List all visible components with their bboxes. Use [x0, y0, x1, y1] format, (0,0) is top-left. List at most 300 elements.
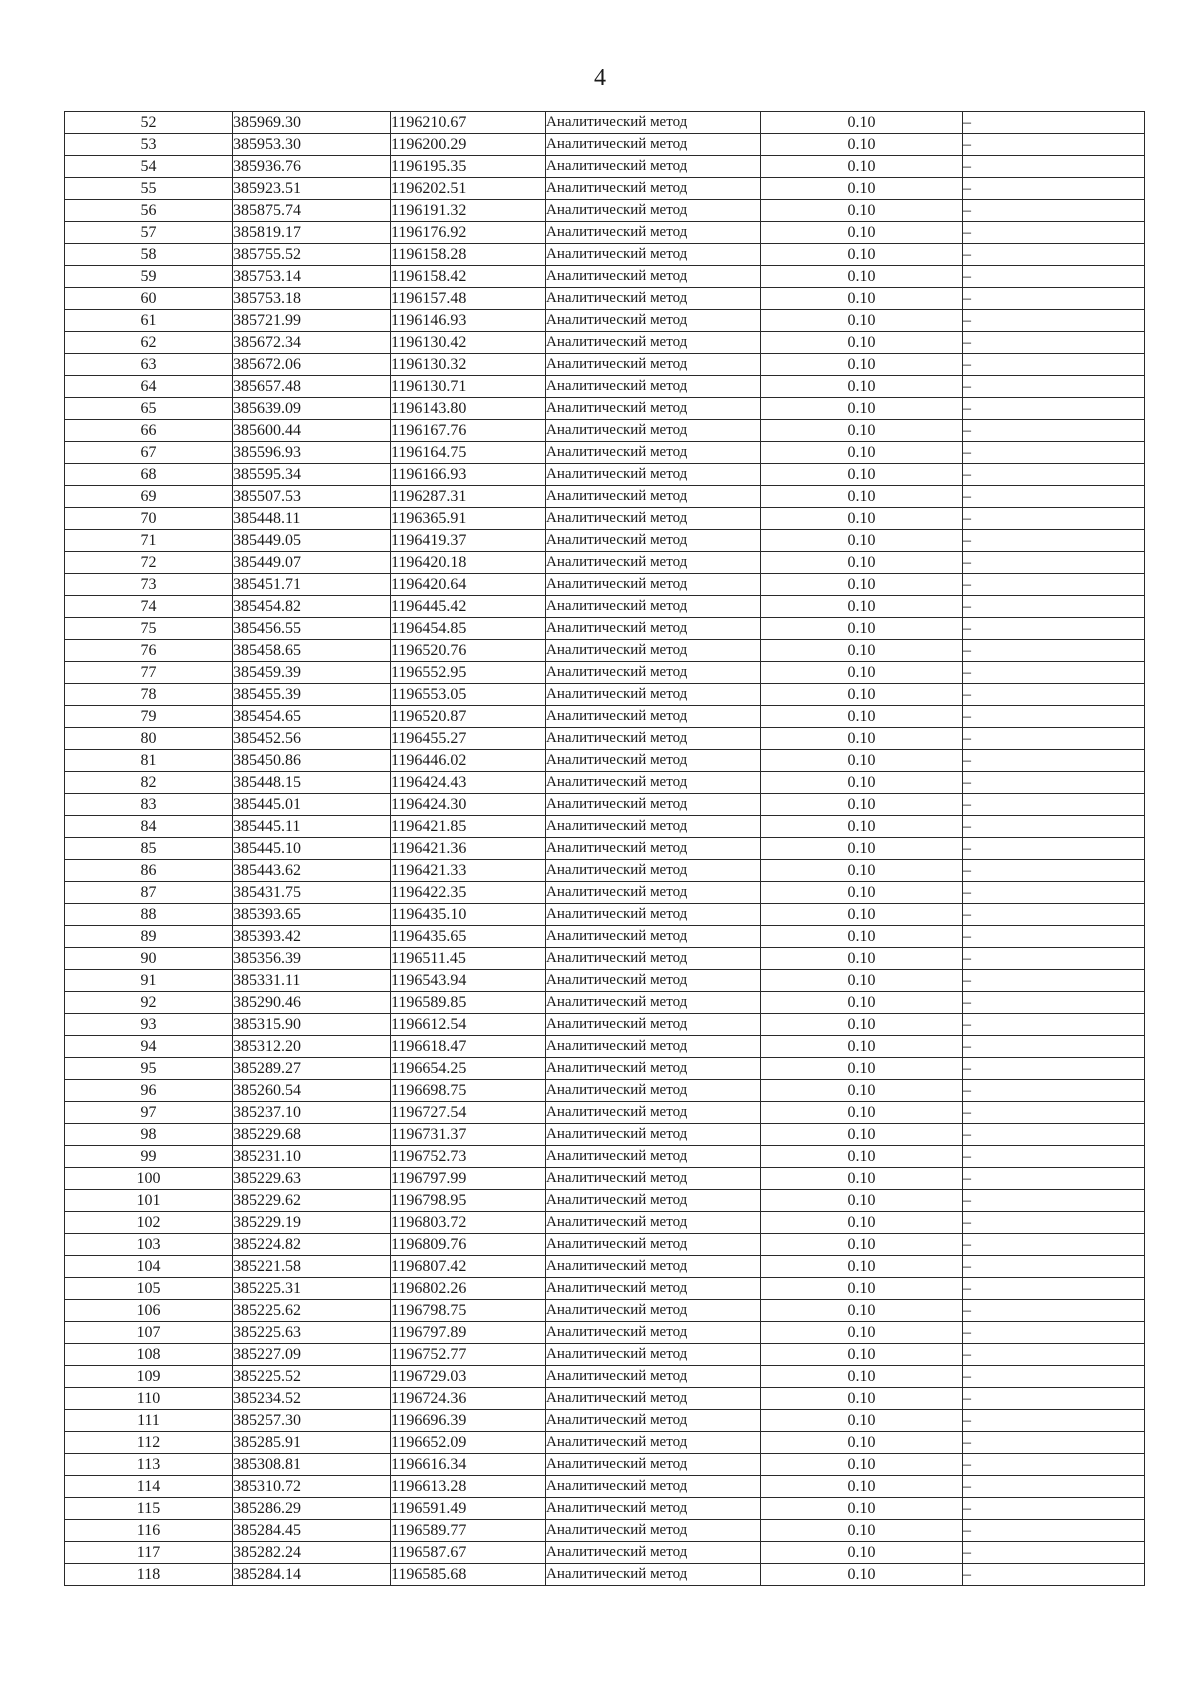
- method-cell: Аналитический метод: [546, 1564, 761, 1586]
- point-number-cell: 82: [65, 772, 233, 794]
- method-cell: Аналитический метод: [546, 530, 761, 552]
- table-row: [65, 1432, 1145, 1454]
- note-cell: –: [963, 1542, 1145, 1564]
- point-number-cell: 90: [65, 948, 233, 970]
- note-cell: –: [963, 1124, 1145, 1146]
- error-cell: 0.10: [761, 618, 963, 640]
- y-coordinate-cell: 1196752.77: [391, 1344, 546, 1366]
- y-coordinate-cell: 1196130.42: [391, 332, 546, 354]
- note-cell: –: [963, 464, 1145, 486]
- y-coordinate-cell: 1196419.37: [391, 530, 546, 552]
- point-number-cell: 100: [65, 1168, 233, 1190]
- table-row: [65, 1322, 1145, 1344]
- note-cell: –: [963, 1564, 1145, 1586]
- note-cell: –: [963, 552, 1145, 574]
- x-coordinate-cell: 385454.82: [233, 596, 391, 618]
- y-coordinate-cell: 1196652.09: [391, 1432, 546, 1454]
- table-row: [65, 1388, 1145, 1410]
- note-cell: –: [963, 728, 1145, 750]
- point-number-cell: 107: [65, 1322, 233, 1344]
- point-number-cell: 108: [65, 1344, 233, 1366]
- method-cell: Аналитический метод: [546, 794, 761, 816]
- error-cell: 0.10: [761, 310, 963, 332]
- method-cell: Аналитический метод: [546, 1278, 761, 1300]
- x-coordinate-cell: 385285.91: [233, 1432, 391, 1454]
- y-coordinate-cell: 1196200.29: [391, 134, 546, 156]
- table-row: [65, 1168, 1145, 1190]
- y-coordinate-cell: 1196616.34: [391, 1454, 546, 1476]
- table-row: [65, 904, 1145, 926]
- point-number-cell: 70: [65, 508, 233, 530]
- table-row: [65, 1124, 1145, 1146]
- method-cell: Аналитический метод: [546, 926, 761, 948]
- note-cell: –: [963, 596, 1145, 618]
- point-number-cell: 68: [65, 464, 233, 486]
- x-coordinate-cell: 385458.65: [233, 640, 391, 662]
- point-number-cell: 54: [65, 156, 233, 178]
- note-cell: –: [963, 310, 1145, 332]
- table-row: [65, 838, 1145, 860]
- x-coordinate-cell: 385393.65: [233, 904, 391, 926]
- method-cell: Аналитический метод: [546, 310, 761, 332]
- table-row: [65, 134, 1145, 156]
- x-coordinate-cell: 385448.11: [233, 508, 391, 530]
- x-coordinate-cell: 385308.81: [233, 1454, 391, 1476]
- error-cell: 0.10: [761, 1168, 963, 1190]
- x-coordinate-cell: 385229.19: [233, 1212, 391, 1234]
- x-coordinate-cell: 385284.14: [233, 1564, 391, 1586]
- point-number-cell: 103: [65, 1234, 233, 1256]
- table-row: [65, 1212, 1145, 1234]
- table-row: [65, 772, 1145, 794]
- error-cell: 0.10: [761, 486, 963, 508]
- table-row: [65, 574, 1145, 596]
- note-cell: –: [963, 1212, 1145, 1234]
- table-row: [65, 178, 1145, 200]
- table-row: [65, 882, 1145, 904]
- x-coordinate-cell: 385455.39: [233, 684, 391, 706]
- method-cell: Аналитический метод: [546, 1036, 761, 1058]
- point-number-cell: 104: [65, 1256, 233, 1278]
- y-coordinate-cell: 1196520.76: [391, 640, 546, 662]
- table-row: [65, 332, 1145, 354]
- error-cell: 0.10: [761, 1432, 963, 1454]
- x-coordinate-cell: 385595.34: [233, 464, 391, 486]
- point-number-cell: 75: [65, 618, 233, 640]
- note-cell: –: [963, 904, 1145, 926]
- error-cell: 0.10: [761, 1454, 963, 1476]
- error-cell: 0.10: [761, 574, 963, 596]
- note-cell: –: [963, 816, 1145, 838]
- point-number-cell: 60: [65, 288, 233, 310]
- y-coordinate-cell: 1196365.91: [391, 508, 546, 530]
- method-cell: Аналитический метод: [546, 1322, 761, 1344]
- y-coordinate-cell: 1196807.42: [391, 1256, 546, 1278]
- note-cell: –: [963, 706, 1145, 728]
- error-cell: 0.10: [761, 1102, 963, 1124]
- table-row: [65, 1014, 1145, 1036]
- point-number-cell: 65: [65, 398, 233, 420]
- method-cell: Аналитический метод: [546, 1212, 761, 1234]
- note-cell: –: [963, 1256, 1145, 1278]
- table-row: [65, 530, 1145, 552]
- note-cell: –: [963, 530, 1145, 552]
- point-number-cell: 72: [65, 552, 233, 574]
- method-cell: Аналитический метод: [546, 1476, 761, 1498]
- point-number-cell: 52: [65, 112, 233, 134]
- table-row: [65, 1036, 1145, 1058]
- x-coordinate-cell: 385452.56: [233, 728, 391, 750]
- x-coordinate-cell: 385221.58: [233, 1256, 391, 1278]
- point-number-cell: 66: [65, 420, 233, 442]
- method-cell: Аналитический метод: [546, 860, 761, 882]
- y-coordinate-cell: 1196166.93: [391, 464, 546, 486]
- y-coordinate-cell: 1196167.76: [391, 420, 546, 442]
- error-cell: 0.10: [761, 684, 963, 706]
- y-coordinate-cell: 1196424.30: [391, 794, 546, 816]
- method-cell: Аналитический метод: [546, 640, 761, 662]
- point-number-cell: 98: [65, 1124, 233, 1146]
- x-coordinate-cell: 385953.30: [233, 134, 391, 156]
- y-coordinate-cell: 1196587.67: [391, 1542, 546, 1564]
- note-cell: –: [963, 200, 1145, 222]
- note-cell: –: [963, 1344, 1145, 1366]
- error-cell: 0.10: [761, 1498, 963, 1520]
- error-cell: 0.10: [761, 332, 963, 354]
- x-coordinate-cell: 385936.76: [233, 156, 391, 178]
- note-cell: –: [963, 1454, 1145, 1476]
- method-cell: Аналитический метод: [546, 816, 761, 838]
- method-cell: Аналитический метод: [546, 596, 761, 618]
- point-number-cell: 85: [65, 838, 233, 860]
- error-cell: 0.10: [761, 662, 963, 684]
- y-coordinate-cell: 1196727.54: [391, 1102, 546, 1124]
- x-coordinate-cell: 385284.45: [233, 1520, 391, 1542]
- note-cell: –: [963, 1498, 1145, 1520]
- table-row: [65, 354, 1145, 376]
- note-cell: –: [963, 618, 1145, 640]
- y-coordinate-cell: 1196454.85: [391, 618, 546, 640]
- point-number-cell: 94: [65, 1036, 233, 1058]
- method-cell: Аналитический метод: [546, 1014, 761, 1036]
- y-coordinate-cell: 1196696.39: [391, 1410, 546, 1432]
- error-cell: 0.10: [761, 1036, 963, 1058]
- table-row: [65, 992, 1145, 1014]
- x-coordinate-cell: 385260.54: [233, 1080, 391, 1102]
- x-coordinate-cell: 385459.39: [233, 662, 391, 684]
- point-number-cell: 87: [65, 882, 233, 904]
- x-coordinate-cell: 385282.24: [233, 1542, 391, 1564]
- method-cell: Аналитический метод: [546, 772, 761, 794]
- method-cell: Аналитический метод: [546, 1542, 761, 1564]
- x-coordinate-cell: 385449.07: [233, 552, 391, 574]
- error-cell: 0.10: [761, 1146, 963, 1168]
- method-cell: Аналитический метод: [546, 420, 761, 442]
- note-cell: –: [963, 442, 1145, 464]
- point-number-cell: 109: [65, 1366, 233, 1388]
- note-cell: –: [963, 684, 1145, 706]
- point-number-cell: 101: [65, 1190, 233, 1212]
- point-number-cell: 80: [65, 728, 233, 750]
- y-coordinate-cell: 1196803.72: [391, 1212, 546, 1234]
- x-coordinate-cell: 385721.99: [233, 310, 391, 332]
- method-cell: Аналитический метод: [546, 1168, 761, 1190]
- note-cell: –: [963, 1036, 1145, 1058]
- point-number-cell: 56: [65, 200, 233, 222]
- table-row: [65, 618, 1145, 640]
- x-coordinate-cell: 385289.27: [233, 1058, 391, 1080]
- y-coordinate-cell: 1196195.35: [391, 156, 546, 178]
- table-row: [65, 1234, 1145, 1256]
- table-row: [65, 508, 1145, 530]
- y-coordinate-cell: 1196552.95: [391, 662, 546, 684]
- table-row: [65, 112, 1145, 134]
- table-row: [65, 1344, 1145, 1366]
- table-row: [65, 420, 1145, 442]
- point-number-cell: 55: [65, 178, 233, 200]
- x-coordinate-cell: 385290.46: [233, 992, 391, 1014]
- method-cell: Аналитический метод: [546, 1146, 761, 1168]
- method-cell: Аналитический метод: [546, 948, 761, 970]
- point-number-cell: 84: [65, 816, 233, 838]
- error-cell: 0.10: [761, 1190, 963, 1212]
- error-cell: 0.10: [761, 420, 963, 442]
- error-cell: 0.10: [761, 1564, 963, 1586]
- table-row: [65, 662, 1145, 684]
- error-cell: 0.10: [761, 948, 963, 970]
- x-coordinate-cell: 385257.30: [233, 1410, 391, 1432]
- error-cell: 0.10: [761, 1124, 963, 1146]
- y-coordinate-cell: 1196420.18: [391, 552, 546, 574]
- point-number-cell: 117: [65, 1542, 233, 1564]
- table-row: [65, 1190, 1145, 1212]
- table-row: [65, 1476, 1145, 1498]
- note-cell: –: [963, 398, 1145, 420]
- method-cell: Аналитический метод: [546, 1190, 761, 1212]
- note-cell: –: [963, 794, 1145, 816]
- table-row: [65, 222, 1145, 244]
- x-coordinate-cell: 385231.10: [233, 1146, 391, 1168]
- table-row: [65, 1410, 1145, 1432]
- error-cell: 0.10: [761, 1058, 963, 1080]
- error-cell: 0.10: [761, 266, 963, 288]
- error-cell: 0.10: [761, 970, 963, 992]
- table-row: [65, 552, 1145, 574]
- error-cell: 0.10: [761, 222, 963, 244]
- method-cell: Аналитический метод: [546, 728, 761, 750]
- error-cell: 0.10: [761, 640, 963, 662]
- error-cell: 0.10: [761, 354, 963, 376]
- point-number-cell: 96: [65, 1080, 233, 1102]
- method-cell: Аналитический метод: [546, 970, 761, 992]
- y-coordinate-cell: 1196511.45: [391, 948, 546, 970]
- x-coordinate-cell: 385225.63: [233, 1322, 391, 1344]
- point-number-cell: 62: [65, 332, 233, 354]
- method-cell: Аналитический метод: [546, 706, 761, 728]
- note-cell: –: [963, 1080, 1145, 1102]
- y-coordinate-cell: 1196752.73: [391, 1146, 546, 1168]
- point-number-cell: 106: [65, 1300, 233, 1322]
- error-cell: 0.10: [761, 552, 963, 574]
- y-coordinate-cell: 1196520.87: [391, 706, 546, 728]
- method-cell: Аналитический метод: [546, 1520, 761, 1542]
- error-cell: 0.10: [761, 1212, 963, 1234]
- y-coordinate-cell: 1196446.02: [391, 750, 546, 772]
- y-coordinate-cell: 1196698.75: [391, 1080, 546, 1102]
- x-coordinate-cell: 385875.74: [233, 200, 391, 222]
- table-row: [65, 1300, 1145, 1322]
- point-number-cell: 64: [65, 376, 233, 398]
- point-number-cell: 102: [65, 1212, 233, 1234]
- error-cell: 0.10: [761, 728, 963, 750]
- point-number-cell: 97: [65, 1102, 233, 1124]
- error-cell: 0.10: [761, 860, 963, 882]
- point-number-cell: 57: [65, 222, 233, 244]
- note-cell: –: [963, 1476, 1145, 1498]
- y-coordinate-cell: 1196191.32: [391, 200, 546, 222]
- error-cell: 0.10: [761, 112, 963, 134]
- x-coordinate-cell: 385310.72: [233, 1476, 391, 1498]
- note-cell: –: [963, 288, 1145, 310]
- table-row: [65, 816, 1145, 838]
- point-number-cell: 81: [65, 750, 233, 772]
- x-coordinate-cell: 385445.11: [233, 816, 391, 838]
- error-cell: 0.10: [761, 1256, 963, 1278]
- method-cell: Аналитический метод: [546, 266, 761, 288]
- method-cell: Аналитический метод: [546, 838, 761, 860]
- table-row: [65, 1102, 1145, 1124]
- x-coordinate-cell: 385445.01: [233, 794, 391, 816]
- x-coordinate-cell: 385286.29: [233, 1498, 391, 1520]
- table-row: [65, 970, 1145, 992]
- error-cell: 0.10: [761, 134, 963, 156]
- x-coordinate-cell: 385755.52: [233, 244, 391, 266]
- note-cell: –: [963, 1410, 1145, 1432]
- table-row: [65, 200, 1145, 222]
- method-cell: Аналитический метод: [546, 222, 761, 244]
- error-cell: 0.10: [761, 596, 963, 618]
- note-cell: –: [963, 1234, 1145, 1256]
- x-coordinate-cell: 385507.53: [233, 486, 391, 508]
- point-number-cell: 111: [65, 1410, 233, 1432]
- y-coordinate-cell: 1196421.36: [391, 838, 546, 860]
- point-number-cell: 115: [65, 1498, 233, 1520]
- x-coordinate-cell: 385225.62: [233, 1300, 391, 1322]
- table-row: [65, 596, 1145, 618]
- error-cell: 0.10: [761, 442, 963, 464]
- method-cell: Аналитический метод: [546, 618, 761, 640]
- page-number: 4: [594, 65, 606, 91]
- note-cell: –: [963, 1520, 1145, 1542]
- y-coordinate-cell: 1196618.47: [391, 1036, 546, 1058]
- y-coordinate-cell: 1196143.80: [391, 398, 546, 420]
- error-cell: 0.10: [761, 904, 963, 926]
- point-number-cell: 92: [65, 992, 233, 1014]
- error-cell: 0.10: [761, 1080, 963, 1102]
- x-coordinate-cell: 385229.68: [233, 1124, 391, 1146]
- table-row: [65, 464, 1145, 486]
- x-coordinate-cell: 385672.34: [233, 332, 391, 354]
- point-number-cell: 59: [65, 266, 233, 288]
- note-cell: –: [963, 838, 1145, 860]
- x-coordinate-cell: 385819.17: [233, 222, 391, 244]
- method-cell: Аналитический метод: [546, 1410, 761, 1432]
- point-number-cell: 105: [65, 1278, 233, 1300]
- note-cell: –: [963, 222, 1145, 244]
- method-cell: Аналитический метод: [546, 1366, 761, 1388]
- point-number-cell: 78: [65, 684, 233, 706]
- error-cell: 0.10: [761, 706, 963, 728]
- note-cell: –: [963, 376, 1145, 398]
- error-cell: 0.10: [761, 750, 963, 772]
- y-coordinate-cell: 1196202.51: [391, 178, 546, 200]
- method-cell: Аналитический метод: [546, 1058, 761, 1080]
- error-cell: 0.10: [761, 1344, 963, 1366]
- method-cell: Аналитический метод: [546, 134, 761, 156]
- point-number-cell: 83: [65, 794, 233, 816]
- method-cell: Аналитический метод: [546, 882, 761, 904]
- note-cell: –: [963, 1322, 1145, 1344]
- method-cell: Аналитический метод: [546, 1080, 761, 1102]
- y-coordinate-cell: 1196130.32: [391, 354, 546, 376]
- error-cell: 0.10: [761, 772, 963, 794]
- point-number-cell: 74: [65, 596, 233, 618]
- table-row: [65, 398, 1145, 420]
- x-coordinate-cell: 385312.20: [233, 1036, 391, 1058]
- method-cell: Аналитический метод: [546, 992, 761, 1014]
- y-coordinate-cell: 1196654.25: [391, 1058, 546, 1080]
- error-cell: 0.10: [761, 178, 963, 200]
- method-cell: Аналитический метод: [546, 574, 761, 596]
- error-cell: 0.10: [761, 1014, 963, 1036]
- error-cell: 0.10: [761, 1278, 963, 1300]
- y-coordinate-cell: 1196589.85: [391, 992, 546, 1014]
- error-cell: 0.10: [761, 1542, 963, 1564]
- y-coordinate-cell: 1196445.42: [391, 596, 546, 618]
- note-cell: –: [963, 112, 1145, 134]
- table-row: [65, 1454, 1145, 1476]
- method-cell: Аналитический метод: [546, 332, 761, 354]
- x-coordinate-cell: 385225.52: [233, 1366, 391, 1388]
- error-cell: 0.10: [761, 508, 963, 530]
- x-coordinate-cell: 385449.05: [233, 530, 391, 552]
- point-number-cell: 91: [65, 970, 233, 992]
- y-coordinate-cell: 1196591.49: [391, 1498, 546, 1520]
- error-cell: 0.10: [761, 816, 963, 838]
- method-cell: Аналитический метод: [546, 552, 761, 574]
- method-cell: Аналитический метод: [546, 376, 761, 398]
- point-number-cell: 113: [65, 1454, 233, 1476]
- y-coordinate-cell: 1196802.26: [391, 1278, 546, 1300]
- method-cell: Аналитический метод: [546, 442, 761, 464]
- error-cell: 0.10: [761, 530, 963, 552]
- x-coordinate-cell: 385227.09: [233, 1344, 391, 1366]
- table-row: [65, 750, 1145, 772]
- table-row: [65, 266, 1145, 288]
- method-cell: Аналитический метод: [546, 398, 761, 420]
- table-row: [65, 442, 1145, 464]
- x-coordinate-cell: 385639.09: [233, 398, 391, 420]
- coordinates-table: [64, 111, 1145, 1586]
- note-cell: –: [963, 948, 1145, 970]
- point-number-cell: 73: [65, 574, 233, 596]
- point-number-cell: 110: [65, 1388, 233, 1410]
- table-row: [65, 1542, 1145, 1564]
- method-cell: Аналитический метод: [546, 1454, 761, 1476]
- y-coordinate-cell: 1196612.54: [391, 1014, 546, 1036]
- y-coordinate-cell: 1196809.76: [391, 1234, 546, 1256]
- point-number-cell: 118: [65, 1564, 233, 1586]
